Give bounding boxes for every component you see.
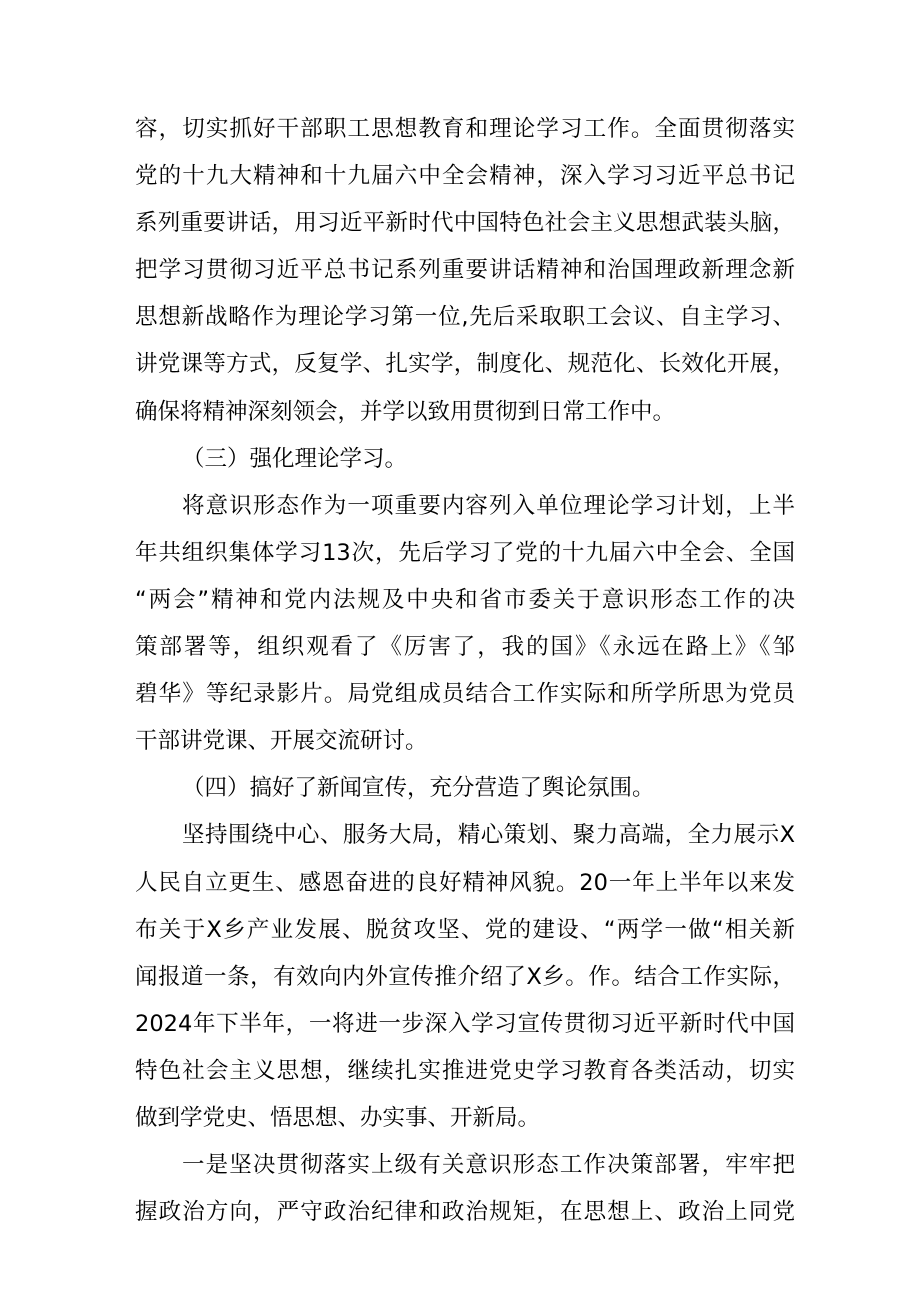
body-line: 把学习贯彻习近平总书记系列重要讲话精神和治国理政新理念新	[135, 257, 795, 284]
body-line: 2024年下半年，一将进一步深入学习宣传贯彻习近平新时代中国	[135, 1010, 795, 1037]
body-line: 特色社会主义思想，继续扎实推进党史学习教育各类活动，切实	[135, 1057, 795, 1084]
body-line: 确保将精神深刻领会，并学以致用贯彻到日常工作中。	[135, 398, 676, 425]
body-line: 碧华》等纪录影片。局党组成员结合工作实际和所学所思为党员	[135, 681, 795, 708]
body-line: 闻报道一条，有效向内外宣传推介绍了X乡。作。结合工作实际，	[135, 963, 795, 990]
body-line: 年共组织集体学习13次，先后学习了党的十九届六中全会、全国	[135, 539, 795, 566]
body-line: 一是坚决贯彻落实上级有关意识形态工作决策部署，牢牢把	[182, 1152, 795, 1179]
body-line: 布关于X乡产业发展、脱贫攻坚、党的建设、“两学一做“相关新	[135, 916, 795, 943]
body-line: 握政治方向，严守政治纪律和政治规矩，在思想上、政治上同党	[135, 1199, 795, 1226]
body-line: 干部讲党课、开展交流研讨。	[135, 728, 428, 755]
body-line: 将意识形态作为一项重要内容列入单位理论学习计划，上半	[182, 492, 795, 519]
body-line: 党的十九大精神和十九届六中全会精神，深入学习习近平总书记	[135, 163, 795, 190]
body-line: 坚持围绕中心、服务大局，精心策划、聚力高端，全力展示X	[182, 822, 795, 849]
body-line: 讲党课等方式，反复学、扎实学，制度化、规范化、长效化开展，	[135, 351, 795, 378]
section-heading: （四）搞好了新闻宣传，充分营造了舆论氛围。	[182, 775, 655, 802]
section-heading: （三）强化理论学习。	[182, 445, 408, 472]
document-body	[135, 106, 795, 1236]
body-line: 做到学党史、悟思想、办实事、开新局。	[135, 1104, 541, 1131]
body-line: 容，切实抓好干部职工思想教育和理论学习工作。全面贯彻落实	[135, 116, 795, 142]
body-line: 系列重要讲话，用习近平新时代中国特色社会主义思想武装头脑，	[135, 210, 795, 237]
body-line: 思想新战略作为理论学习第一位,先后采取职工会议、自主学习、	[135, 304, 795, 331]
body-line: 人民自立更生、感恩奋进的良好精神风貌。20一年上半年以来发	[135, 869, 795, 896]
body-line: 策部署等，组织观看了《厉害了，我的国》《永远在路上》《邹	[135, 634, 795, 661]
body-line: “两会”精神和党内法规及中央和省市委关于意识形态工作的决	[135, 586, 795, 613]
